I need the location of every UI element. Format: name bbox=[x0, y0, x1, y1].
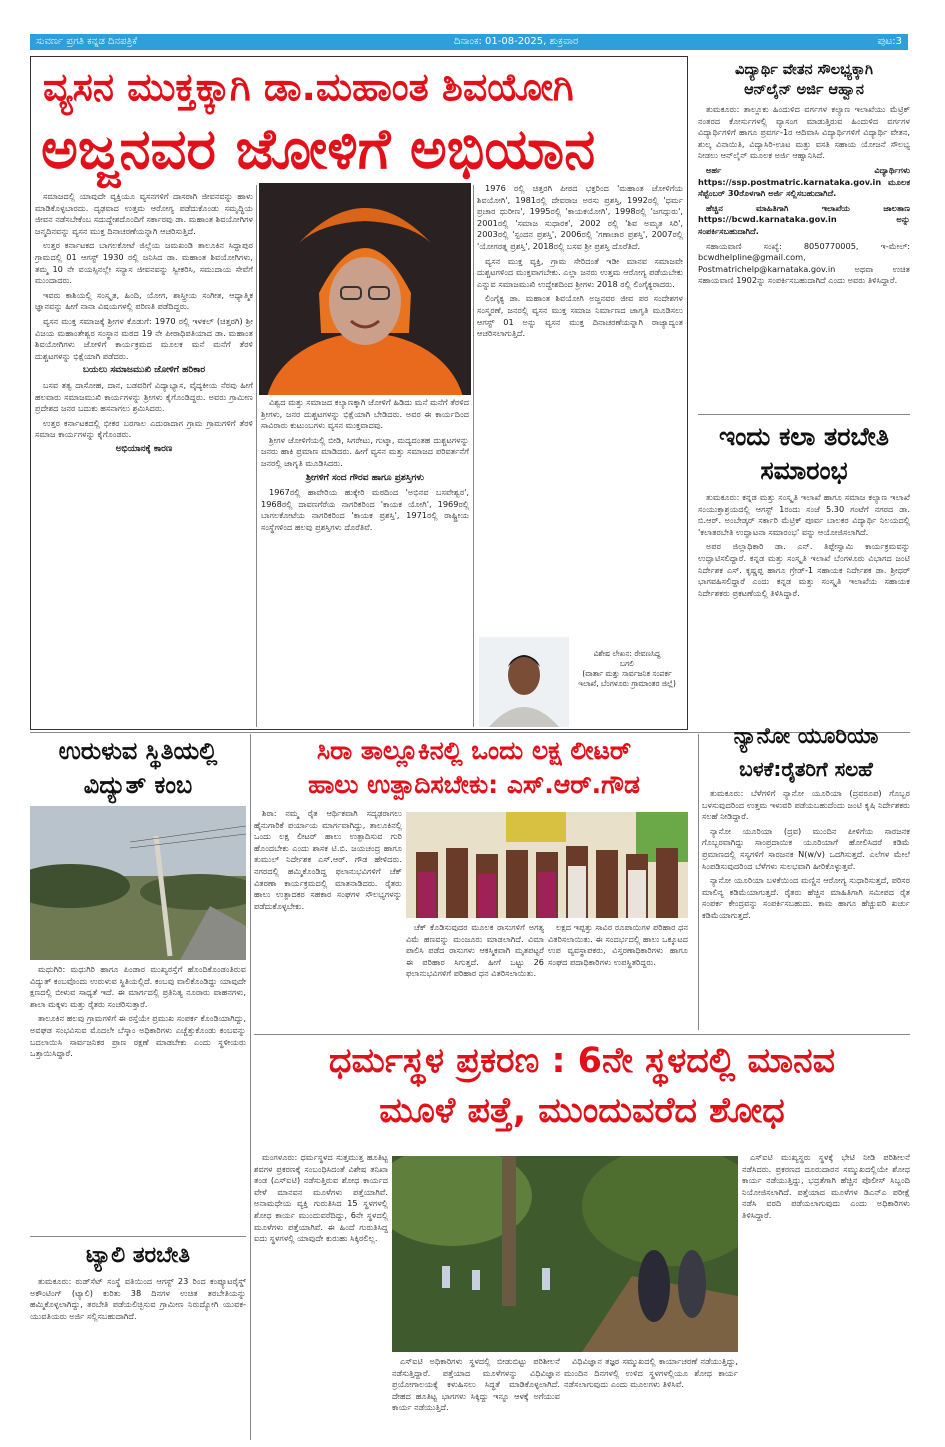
sira-paragraph: ಶಿರಾ: ನಮ್ಮ ರೈತ ಆರ್ಥಿಕವಾಗಿ ಸದೃಢರಾಗಲು ಹೈನುಗಾರಿಕೆ ಪರ್ಯಾಯ ಮಾರ್ಗವಾಗಿದ್ದು, ತಾಲೂಕಿನಲ್ಲಿ ಒಂದು ಲಕ್ಷ ಲೀಟರ್ ಹಾಲು ಉತ್ಪಾದಿಸುವ ಗುರಿ ಹೊಂದಬೇಕು ಎಂದು ಶಾಸಕ ಟಿ.ಬಿ. ಜಯಚಂದ್ರ ಹಾಗೂ ತುಮುಲ್ ನಿರ್ದೇಶಕ ಎಸ್.ಆರ್. ಗೌಡ ಹೇಳಿದರು. ನಗರದಲ್ಲಿ ಹಮ್ಮಿಕೊಂಡಿದ್ದ ಫಲಾನುಭವಿಗಳಿಗೆ ಚೆಕ್ ವಿತರಣಾ ಕಾರ್ಯಕ್ರಮದಲ್ಲಿ ಮಾತನಾಡಿದರು. ರೈತರು ಹಾಲು ಉತ್ಪಾದಕರ ಸಹಕಾರ ಸಂಘಗಳ ಸೌಲಭ್ಯಗಳನ್ನು ಪಡೆದುಕೊಳ್ಳಬೇಕು. bbox=[254, 808, 402, 911]
scholarship-paragraph: ಸಹಾಯವಾಣಿ ಸಂಖ್ಯೆ: 8050770005, ಇ-ಮೇಲ್: bcwdhelpline@gmail.com, Postmatrichelp@karnataka.gov.in ಅಥವಾ ಉಚಿತ ಸಹಾಯವಾಣಿ 1902ನ್ನು ಸಂಪರ್ಕಿಸಬಹುದಾಗಿದೆ ಎಂದು ಅವರು ತಿಳಿಸಿದ್ದಾರೆ. bbox=[698, 240, 910, 286]
lead-column-1 bbox=[35, 191, 253, 727]
pole-headline-1: ಉರುಳುವ ಸ್ಥಿತಿಯಲ್ಲಿ bbox=[58, 737, 218, 765]
nano-paragraph: ನ್ಯಾನೋ ಯೂರಿಯಾ ಬಳಕೆಯಿಂದ ಮಣ್ಣಿನ ಆರೋಗ್ಯ ಸುಧಾರಿಸುತ್ತದೆ, ಪರಿಸರ ಮಾಲಿನ್ಯ ಕಡಿಮೆಯಾಗುತ್ತದೆ. ರೈತರು ಹೆಚ್ಚಿನ ಮಾಹಿತಿಗಾಗಿ ಸಮೀಪದ ರೈತ ಸಂಪರ್ಕ ಕೇಂದ್ರವನ್ನು ಸಂಪರ್ಕಿಸಬಹುದು. ಕಾಮ ಹಾಗೂ ಹೆಚ್ಚುವರಿ ಖರ್ಚು ಕಡಿಮೆಯಾಗುತ್ತದೆ. bbox=[702, 875, 910, 920]
electric-pole-photo bbox=[30, 806, 246, 960]
art-training-headline-2: ಸಮಾರಂಭ bbox=[760, 456, 848, 485]
scholarship-paragraph: ತುಮಕೂರು: ತಾಲ್ಲೂಕು ಹಿಂದುಳಿದ ವರ್ಗಗಳ ಕಲ್ಯಾಣ ಇಲಾಖೆಯು ಮೆಟ್ರಿಕ್ ನಂತರದ ಕೋರ್ಸುಗಳಲ್ಲಿ ವ್ಯಾಸಂಗ ಮಾಡುತ್ತಿರುವ ಹಿಂದುಳಿದ ವರ್ಗಗಳ ವಿದ್ಯಾರ್ಥಿಗಳಿಗೆ ಹಾಗೂ ಪ್ರವರ್ಗ-1ರ ಆದಿವಾಸಿ ವಿದ್ಯಾರ್ಥಿಗಳಿಗೆ ವಿದ್ಯಾರ್ಥಿ ವೇತನ, ಶುಲ್ಕ ವಿನಾಯಿತಿ, ವಿದ್ಯಾಸಿರಿ-ಊಟ ಮತ್ತು ವಸತಿ ಸಹಾಯ ಯೋಜನೆ ಸೌಲಭ್ಯ ನೀಡಲು ಆನ್‌ಲೈನ್ ಮೂಲಕ ಅರ್ಜಿ ಆಹ್ವಾನಿಸಿದೆ. bbox=[698, 104, 910, 161]
masthead bbox=[30, 34, 908, 50]
lead-paragraph: ಇವರು ಕಾಶಿಯಲ್ಲಿ ಸಂಸ್ಕೃತ, ಹಿಂದಿ, ಯೋಗ, ಶಾಸ್ತ್ರೀಯ ಸಂಗೀತ, ಆಧ್ಯಾತ್ಮಿಕ ಜ್ಞಾನವನ್ನು ಹೀಗೆ ನಾನಾ ವಿಷಯಗಳಲ್ಲಿ ಪರಿಣತಿ ಪಡೆದಿದ್ದರು. bbox=[35, 289, 253, 312]
dharmasthala-headline-2: ಮೂಳೆ ಪತ್ತೆ, ಮುಂದುವರೆದ ಶೋಧ bbox=[379, 1091, 785, 1131]
lead-paragraph: 1967ರಲ್ಲಿ ಹಾವೇರಿಯ ಹುಕ್ಕೇರಿ ಮಠದಿಂದ 'ಅಭಿನವ ಬಸವೇಶ್ವರ', 1968ರಲ್ಲಿ ದಾವಣಗೆರೆಯ ನಾಗರಿಕರಿಂದ 'ಕಾಯಕ ಯೋಗಿ', 1969ರಲ್ಲಿ ಬಾಗಲಕೋಟೆಯ ನಾಗರಿಕರಿಂದ 'ಕಾಯಕ ಪ್ರಶಸ್ತಿ', 1971ರಲ್ಲಿ ರಾಷ್ಟ್ರೀಯ ಸಂಸ್ಥೆಗಳಿಂದ ಹಲವು ಪ್ರಶಸ್ತಿಗಳು ದೊರೆತಿವೆ. bbox=[261, 487, 469, 532]
lead-article bbox=[30, 56, 688, 730]
scholarship-paragraph: ಹೆಚ್ಚಿನ ಮಾಹಿತಿಗಾಗಿ ಇಲಾಖೆಯ ಜಾಲತಾಣ https://bcwd.karnataka.gov.in ಅನ್ನು ಸಂಪರ್ಕಿಸಬಹುದಾಗಿದೆ. bbox=[698, 202, 910, 236]
paper-name: ಸುವರ್ಣ ಪ್ರಗತಿ ಕನ್ನಡ ದಿನಪತ್ರಿಕೆ bbox=[36, 36, 138, 47]
dharmasthala-paragraph: ಮಂಗಳೂರು: ಧರ್ಮಸ್ಥಳದ ಸುತ್ತಮುತ್ತ ಹೂತಿಟ್ಟ ಶವಗಳ ಪ್ರಕರಣಕ್ಕೆ ಸಂಬಂಧಿಸಿದಂತೆ ವಿಶೇಷ ತನಿಖಾ ತಂಡ (ಎಸ್‌ಐಟಿ) ನಡೆಸುತ್ತಿರುವ ಶೋಧ ಕಾರ್ಯದ ವೇಳೆ ಮಾನವನ ಮೂಳೆಗಳು ಪತ್ತೆಯಾಗಿವೆ. ಅನಾಮಧೇಯ ವ್ಯಕ್ತಿ ಗುರುತಿಸಿದ 15 ಸ್ಥಳಗಳಲ್ಲಿ ಶೋಧ ಕಾರ್ಯ ಮುಂದುವರೆದಿದ್ದು, 6ನೇ ಸ್ಥಳದಲ್ಲಿ ಮೂಳೆಗಳು ಪತ್ತೆಯಾಗಿವೆ. ಈ ಹಿಂದೆ ಗುರುತಿಸಿದ್ದ ಐದು ಸ್ಥಳಗಳಲ್ಲಿ ಯಾವುದೇ ಕುರುಹು ಸಿಕ್ಕಿರಲಿಲ್ಲ. bbox=[254, 1152, 388, 1244]
lead-headline-1: ವ್ಯಸನ ಮುಕ್ತಕ್ಕಾಗಿ ಡಾ.ಮಹಾಂತ ಶಿವಯೋಗಿ bbox=[43, 65, 574, 109]
lead-paragraph: 1976 ರಲ್ಲಿ ಚಿತ್ತರಗಿ ಪೀಠದ ಭಕ್ತರಿಂದ 'ಮಹಾಂತ ಜೋಳಿಗೆಯ ಶಿವಯೋಗಿ', 1981ರಲ್ಲಿ ದೇವರಾಜ ಅರಸು ಪ್ರಶಸ್ತಿ, 1992ರಲ್ಲಿ 'ಧರ್ಮ ಪ್ರಚಾರ ಧುರೀಣ', 1995ರಲ್ಲಿ 'ಕಾಯಕಯೋಗಿ', 1998ರಲ್ಲಿ 'ಜಗದ್ಗುರು', 2001ರಲ್ಲಿ 'ಸಮಾಜ ಸುಧಾರಕ', 2002 ರಲ್ಲಿ 'ಶಿವ ಅಮೃತ ಸಿರಿ', 2003ರಲ್ಲಿ 'ಸ್ಪಂದನ ಪ್ರಶಸ್ತಿ', 2006ರಲ್ಲಿ 'ಗಣಾಚಾರ ಪ್ರಶಸ್ತಿ', 2007ರಲ್ಲಿ 'ಯೋಗರತ್ನ ಪ್ರಶಸ್ತಿ', 2018ರಲ್ಲಿ ಬಸವ ಶ್ರೀ ಪ್ರಶಸ್ತಿ ದೊರೆತಿದೆ. bbox=[477, 183, 683, 251]
lead-column-3 bbox=[477, 183, 683, 641]
nano-paragraph: ನ್ಯಾನೋ ಯೂರಿಯಾ (ದ್ರವ) ಮುಂದಿನ ಪೀಳಿಗೆಯ ಸಾರಜನಕ ಗೊಬ್ಬರವಾಗಿದ್ದು ಸಾಂಪ್ರದಾಯಿಕ ಯೂರಿಯಾಗೆ ಹೋಲಿಸಿದರೆ ಕಡಿಮೆ ಪ್ರಮಾಣದಲ್ಲಿ ಸಸ್ಯಗಳಿಗೆ ಸಾರಜನಕ N(w/v) ಒದಗಿಸುತ್ತದೆ. ಎಲೆಗಳ ಮೇಲೆ ಸಿಂಪಡಿಸುವುದರಿಂದ ಬೆಳೆಗಳು ಸುಲಭವಾಗಿ ಹೀರಿಕೊಳ್ಳುತ್ತವೆ. bbox=[702, 825, 910, 871]
sira-column-2 bbox=[406, 922, 544, 1032]
dharmasthala-paragraph: ಎಸ್‌ಐಟಿ ಮುಖ್ಯಸ್ಥರು ಸ್ಥಳಕ್ಕೆ ಭೇಟಿ ನೀಡಿ ಪರಿಶೀಲನೆ ನಡೆಸಿದರು. ಪ್ರಕರಣದ ದೂರುದಾರನ ಸಮ್ಮುಖದಲ್ಲಿಯೇ ಶೋಧ ಕಾರ್ಯ ನಡೆಯುತ್ತಿದ್ದು, ಭದ್ರತೆಗಾಗಿ ಹೆಚ್ಚಿನ ಪೊಲೀಸ್ ಸಿಬ್ಬಂದಿ ನಿಯೋಜಿಸಲಾಗಿದೆ. ಪತ್ತೆಯಾದ ಮೂಳೆಗಳ ಡಿಎನ್‌ಎ ಪರೀಕ್ಷೆ ನಡೆಸಿ ವರದಿ ಪಡೆಯಲಾಗುವುದು ಎಂದು ಅಧಿಕಾರಿಗಳು ತಿಳಿಸಿದ್ದಾರೆ. bbox=[742, 1152, 910, 1220]
lead-paragraph: ಉತ್ತರ ಕರ್ನಾಟಕದಲ್ಲಿ ಭೀಕರ ಬರಗಾಲ ಎದುರಾದಾಗ ಗ್ರಾಮ ಗ್ರಾಮಗಳಿಗೆ ತೆರಳಿ ಸಮಾಜ ಕಾರ್ಯಗಳನ್ನು ಕೈಗೊಂಡರು. bbox=[35, 417, 253, 440]
lead-subheading: ಬಯಲು ಸಮಾಜಮುಖಿ ಜೋಳಿಗೆ ಹರಿಕಾರ bbox=[82, 365, 206, 376]
swami-portrait-photo bbox=[259, 183, 471, 395]
sira-paragraph: ಲಕ್ಷದ ಇಪ್ಪತ್ತು ಸಾವಿರ ರೂಪಾಯಿಗಳ ಪರಿಹಾರ ಧನ ವಿತರಿಸಲಾಯಿತು. ಈ ಸಂದರ್ಭದಲ್ಲಿ ಹಾಲು ಒಕ್ಕೂಟದ ಉಪ ವ್ಯವಸ್ಥಾಪಕರು, ವಿಸ್ತರಣಾಧಿಕಾರಿಗಳು ಹಾಗೂ ಸಂಘದ ಪದಾಧಿಕಾರಿಗಳು ಉಪಸ್ಥಿತರಿದ್ದರು. bbox=[548, 922, 688, 967]
nano-headline-1: ನ್ಯಾನೋ ಯೂರಿಯಾ bbox=[733, 724, 879, 749]
sira-paragraph: ಚೆಕ್ ಕೊಡಿಸುವುದರ ಮೂಲಕ ರಾಸುಗಳಿಗೆ ಅಗತ್ಯ ವಿಮೆ ಹಣವನ್ನು ಮಂಜೂರು ಮಾಡಲಾಗಿದೆ. ವಿಮಾ ಪಾಲಿಸಿ ಪಡೆದ ರಾಸುಗಳು ಆಕಸ್ಮಿಕವಾಗಿ ಮೃತಪಟ್ಟರೆ ಈ ಪರಿಹಾರ ಸಿಗುತ್ತದೆ. ಹೀಗೆ ಒಟ್ಟು 26 ಫಲಾನುಭವಿಗಳಿಗೆ ಪರಿಹಾರ ಧನ ವಿತರಿಸಲಾಯಿತು. bbox=[406, 922, 544, 979]
author-photo bbox=[479, 637, 569, 727]
author-caption-line: (ವಾರ್ತಾ ಮತ್ತು ಸಾರ್ವಜನಿಕ ಸಂಪರ್ಕ ಇಲಾಖೆ, ಬೆಂಗಳೂರು ಗ್ರಾಮಾಂತರ ಜಿಲ್ಲೆ) bbox=[578, 669, 676, 688]
tally-article bbox=[30, 1240, 246, 1440]
pole-paragraph: ತಾಲೂಕಿನ ಹಲವು ಗ್ರಾಮಗಳಿಗೆ ಈ ರಸ್ತೆಯೇ ಪ್ರಮುಖ ಸಂಪರ್ಕ ಕೊಂಡಿಯಾಗಿದ್ದು, ಅವಘಡ ಸಂಭವಿಸುವ ಮೊದಲೇ ಬೆಸ್ಕಾಂ ಅಧಿಕಾರಿಗಳು ಎಚ್ಚೆತ್ತುಕೊಂಡು ಕಂಬವನ್ನು ಬದಲಾಯಿಸಿ ಸಾರ್ವಜನಿಕರ ಪ್ರಾಣ ರಕ್ಷಣೆ ಮಾಡಬೇಕು ಎಂದು ಸ್ಥಳೀಯರು ಒತ್ತಾಯಿಸಿದ್ದಾರೆ. bbox=[30, 1013, 246, 1059]
art-training-headline-1: ಇಂದು ಕಲಾ ತರಬೇತಿ bbox=[718, 422, 890, 451]
art-training-article bbox=[698, 420, 910, 720]
pole-headline-2: ವಿದ್ಯುತ್ ಕಂಬ bbox=[83, 771, 193, 799]
lead-paragraph: ಶ್ರೀಗಳ ಜೋಳಿಗೆಯಲ್ಲಿ ಬೀಡಿ, ಸಿಗರೇಟು, ಗುಟ್ಕಾ, ಮದ್ಯದಂತಹ ದುಶ್ಚಟಗಳನ್ನು ಜನರು ಹಾಕಿ ಪ್ರಮಾಣ ಮಾಡಿದರು. ಹೀಗೆ ವ್ಯಸನ ಮತ್ತು ಸಮಾಜದ ಪರಿವರ್ತನೆಗೆ ಜನರಲ್ಲಿ ಜಾಗೃತಿ ಮೂಡಿಸಿದರು. bbox=[261, 434, 469, 468]
page-number: ಪುಟ:3 bbox=[877, 36, 902, 47]
author-caption-line: ಬಗಲಿ bbox=[620, 659, 634, 668]
nano-paragraph: ತುಮಕೂರು: ಬೆಳೆಗಳಿಗೆ ನ್ಯಾನೋ ಯೂರಿಯಾ (ದ್ರವರೂಪ) ಗೊಬ್ಬರ ಬಳಸುವುದರಿಂದ ಉತ್ತಮ ಇಳುವರಿ ಪಡೆಯಬಹುದೆಂದು ಜಂಟಿ ಕೃಷಿ ನಿರ್ದೇಶಕರು ಸಲಹೆ ನೀಡಿದ್ದಾರೆ. bbox=[702, 788, 910, 822]
excavation-site-photo bbox=[392, 1156, 738, 1352]
milk-cheque-distribution-photo bbox=[406, 812, 688, 918]
lead-paragraph: ವ್ಯಸನ ಮುಕ್ತ ಸಮಾಜಕ್ಕೆ ಶ್ರೀಗಳ ಕೊಡುಗೆ: 1970 ರಲ್ಲಿ ಇಳಕಲ್ (ಚಿತ್ತರಗಿ) ಶ್ರೀ ವಿಜಯ ಮಹಾಂತೇಶ್ವರ ಸಂಸ್ಥಾನ ಮಠದ 19 ನೇ ಪೀಠಾಧಿಪತಿಯಾದ ಡಾ. ಮಹಾಂತ ಶಿವಯೋಗಿಗಳು ಜೋಳಿಗೆ ಕಾರ್ಯಕ್ರಮದ ಮೂಲಕ ಮನೆ ಮನೆಗೆ ತೆರಳಿ ದುಶ್ಚಟಗಳನ್ನು ಭಿಕ್ಷೆಯಾಗಿ ಪಡೆದರು. bbox=[35, 315, 253, 361]
issue-date: ದಿನಾಂಕ: 01-08-2025, ಶುಕ್ರವಾರ bbox=[454, 36, 579, 47]
art-training-paragraph: ತುಮಕೂರು: ಕನ್ನಡ ಮತ್ತು ಸಂಸ್ಕೃತಿ ಇಲಾಖೆ ಹಾಗೂ ಸಮಾಜ ಕಲ್ಯಾಣ ಇಲಾಖೆ ಸಂಯುಕ್ತಾಶ್ರಯದಲ್ಲಿ ಆಗಸ್ಟ್ 1ರಂದು ಸಂಜೆ 5.30 ಗಂಟೆಗೆ ನಗರದ ಡಾ. ಬಿ.ಆರ್. ಅಂಬೇಡ್ಕರ್ ಸರ್ಕಾರಿ ಮೆಟ್ರಿಕ್ ಪೂರ್ವ ಬಾಲಕರ ವಿದ್ಯಾರ್ಥಿ ನಿಲಯದಲ್ಲಿ 'ಕಲಾತರಬೇತಿ ಉದ್ಘಾಟನಾ ಸಮಾರಂಭ' ವನ್ನು ಆಯೋಜಿಸಲಾಗಿದೆ. bbox=[698, 492, 910, 537]
sira-headline-2: ಹಾಲು ಉತ್ಪಾದಿಸಬೇಕು: ಎಸ್.ಆರ್.ಗೌಡ bbox=[308, 770, 640, 799]
author-caption bbox=[571, 649, 683, 689]
sira-milk-article bbox=[254, 734, 694, 1034]
lead-paragraph: ಉತ್ತರ ಕರ್ನಾಟಕದ ಬಾಗಲಕೋಟೆ ಜಿಲ್ಲೆಯ ಜಮಖಂಡಿ ತಾಲೂಕಿನ ಸಿದ್ದಾಪುರ ಗ್ರಾಮದಲ್ಲಿ 01 ಆಗಸ್ಟ್ 1930 ರಲ್ಲಿ ಜನಿಸಿದ ಡಾ. ಮಹಾಂತ ಶಿವಯೋಗಿಗಳು, ತಮ್ಮ 10 ನೇ ವಯಸ್ಸಿನಲ್ಲೇ ಸನ್ಯಾಸ ಜೀವನವನ್ನು ಸ್ವೀಕರಿಸಿ, ಸಮುದಾಯ ಸೇವೆಗೆ ಮುಂದಾದರು. bbox=[35, 240, 253, 286]
tally-paragraph: ತುಮಕೂರು: ರುಡ್‌ಸೆಟ್ ಸಂಸ್ಥೆ ವತಿಯಿಂದ ಆಗಸ್ಟ್ 23 ರಿಂದ ಕಂಪ್ಯೂಟರೈಸ್ಡ್ ಅಕೌಂಟಿಂಗ್ (ಟ್ಯಾಲಿ) ಕುರಿತು 38 ದಿನಗಳ ಉಚಿತ ತರಬೇತಿಯನ್ನು ಹಮ್ಮಿಕೊಳ್ಳಲಾಗಿದ್ದು, ತರಬೇತಿ ಪಡೆಯಲಿಚ್ಛಿಸುವ ಗ್ರಾಮೀಣ ನಿರುದ್ಯೋಗಿ ಯುವಕ-ಯುವತಿಯರು ಅರ್ಜಿ ಸಲ್ಲಿಸಬಹುದಾಗಿದೆ. bbox=[30, 1276, 246, 1321]
dharmasthala-column-4 bbox=[742, 1152, 910, 1440]
lead-paragraph: ಬಸವ ತತ್ವ ದಾಸೋಹ, ದಾನ, ಬಡವರಿಗೆ ವಿದ್ಯಾಭ್ಯಾಸ, ವೈದ್ಯಕೀಯ ನೆರವು ಹೀಗೆ ಹಲವಾರು ಸಮಾಜಮುಖಿ ಕಾರ್ಯಗಳನ್ನು ಶ್ರೀಗಳು ಕೈಗೊಂಡಿದ್ದರು. ಅವರು ಗ್ರಾಮೀಣ ಪ್ರದೇಶದ ಜನರ ಬದುಕು ಹಸನಾಗಲು ಶ್ರಮಿಸಿದರು. bbox=[35, 379, 253, 414]
scholarship-headline-1: ವಿದ್ಯಾರ್ಥಿ ವೇತನ ಸೌಲಭ್ಯಕ್ಕಾಗಿ bbox=[735, 62, 873, 78]
lead-column-2 bbox=[261, 397, 469, 727]
sira-column-3 bbox=[548, 922, 688, 1032]
sira-column-1 bbox=[254, 808, 402, 1032]
dharmasthala-headline-1: ಧರ್ಮಸ್ಥಳ ಪ್ರಕರಣ : 6ನೇ ಸ್ಥಳದಲ್ಲಿ ಮಾನವ bbox=[328, 1041, 836, 1081]
lead-paragraph: ಲಿಂಗೈಕ್ಯ ಡಾ. ಮಹಾಂತ ಶಿವಯೋಗಿ ಅಜ್ಜನವರ ಜೀವ ಪರ ಸಂದೇಶಗಳ ಸಂಸ್ಮರಣೆ, ಜನರಲ್ಲಿ ವ್ಯಸನ ಮುಕ್ತ ಸಮಾಜ ನಿರ್ಮಾಣದ ಜಾಗೃತಿ ಮೂಡಿಸಲು ಆಗಸ್ಟ್ 01 ಅನ್ನು ವ್ಯಸನ ಮುಕ್ತ ದಿನಾಚರಣೆಯನ್ನಾಗಿ ರಾಜ್ಯಾದ್ಯಂತ ಆಚರಿಸಲಾಗುತ್ತಿದೆ. bbox=[477, 293, 683, 339]
dharmasthala-column-3 bbox=[564, 1356, 738, 1440]
dharmasthala-paragraph: ವಿಧಿವಿಜ್ಞಾನ ತಜ್ಞರ ಸಮ್ಮುಖದಲ್ಲಿ ಕಾರ್ಯಾಚರಣೆ ನಡೆಯುತ್ತಿದ್ದು, ಮುಂದಿನ ದಿನಗಳಲ್ಲಿ ಉಳಿದ ಸ್ಥಳಗಳಲ್ಲಿಯೂ ಶೋಧ ಕಾರ್ಯ ನಡೆಸಲಾಗುವುದು ಎಂದು ಮೂಲಗಳು ತಿಳಿಸಿವೆ. bbox=[564, 1356, 738, 1390]
lead-paragraph: ಸಮಾಜದಲ್ಲಿ ಯಾವುದೇ ವ್ಯಕ್ತಿಯೂ ವ್ಯಸನಗಳಿಗೆ ದಾಸರಾಗಿ ಜೀವನವನ್ನು ಹಾಳು ಮಾಡಿಕೊಳ್ಳಬಾರದು. ದೃಢವಾದ ಉತ್ತಮ ಆರೋಗ್ಯ ಪಡೆದುಕೊಂಡು ಸಮೃದ್ಧಿಯ ಜೀವನ ನಡೆಸಬೇಕೆಂಬ ಸದುದ್ದೇಶದೊಂದಿಗೆ ಸರ್ಕಾರವು ಡಾ. ಮಹಾಂತ ಶಿವಯೋಗಿಗಳ ಜನ್ಮದಿನವನ್ನು ವ್ಯಸನ ಮುಕ್ತ ದಿನಾಚರಣೆಯನ್ನಾಗಿ ಆಚರಿಸುತ್ತಿದೆ. bbox=[35, 191, 253, 236]
sira-headline-1: ಸಿರಾ ತಾಲ್ಲೂಕಿನಲ್ಲಿ ಒಂದು ಲಕ್ಷ ಲೀಟರ್ bbox=[316, 736, 632, 765]
author-caption-line: ವಿಶೇಷ ಲೇಖನ: ರೇವಣಸಿದ್ದ bbox=[593, 649, 661, 658]
dharmasthala-column-2 bbox=[392, 1356, 560, 1440]
nano-urea-article bbox=[702, 720, 910, 1030]
dharmasthala-paragraph: ಎಸ್‌ಐಟಿ ಅಧಿಕಾರಿಗಳು ಸ್ಥಳದಲ್ಲಿ ಬೀಡುಬಿಟ್ಟು ಪರಿಶೀಲನೆ ನಡೆಸುತ್ತಿದ್ದಾರೆ. ಪತ್ತೆಯಾದ ಮೂಳೆಗಳನ್ನು ವಿಧಿವಿಜ್ಞಾನ ಪ್ರಯೋಗಾಲಯಕ್ಕೆ ಕಳುಹಿಸಲು ಸಿದ್ಧತೆ ಮಾಡಿಕೊಳ್ಳಲಾಗಿದೆ. ದೇಹದ ಹೂತಿಟ್ಟ ಭಾಗಗಳು ಸಿಕ್ಕಿದ್ದು ಇನ್ನೂ ಆಳಕ್ಕೆ ಅಗೆಯುವ ಕಾರ್ಯ ನಡೆಯುತ್ತಿದೆ. bbox=[392, 1356, 560, 1413]
scholarship-paragraph: ಅರ್ಹ ವಿದ್ಯಾರ್ಥಿಗಳು https://ssp.postmatric.karnataka.gov.in ಮೂಲಕ ಸೆಪ್ಟೆಂಬರ್ 30ರೊಳಗಾಗಿ ಅರ್ಜಿ ಸಲ್ಲಿಸಬಹುದಾಗಿದೆ. bbox=[698, 164, 910, 199]
art-training-paragraph: ಅಪರ ಜಿಲ್ಲಾಧಿಕಾರಿ ಡಾ. ಎನ್. ತಿಪ್ಪೇಸ್ವಾಮಿ ಕಾರ್ಯಕ್ರಮವನ್ನು ಉದ್ಘಾಟಿಸಲಿದ್ದಾರೆ. ಕನ್ನಡ ಮತ್ತು ಸಂಸ್ಕೃತಿ ಇಲಾಖೆ ಬೆಂಗಳೂರು ವಿಭಾಗದ ಜಂಟಿ ನಿರ್ದೇಶಕ ಎಸ್. ಕೃಷ್ಣಪ್ಪ ಹಾಗೂ ಗ್ರೇಡ್-1 ಸಹಾಯಕ ನಿರ್ದೇಶಕ ಡಾ. ಶ್ರೀಧರ್ ಭಾಗವಹಿಸಲಿದ್ದಾರೆ ಎಂದು ಕನ್ನಡ ಮತ್ತು ಸಂಸ್ಕೃತಿ ಇಲಾಖೆಯ ಸಹಾಯಕ ನಿರ್ದೇಶಕರು ಪ್ರಕಟಣೆಯಲ್ಲಿ ತಿಳಿಸಿದ್ದಾರೆ. bbox=[698, 541, 910, 598]
lead-subheading: ಅಭಿಯಾನಕ್ಕೆ ಕಾರಣ bbox=[115, 443, 173, 454]
nano-headline-2: ಬಳಕೆ:ರೈತರಿಗೆ ಸಲಹೆ bbox=[739, 757, 873, 781]
tally-headline: ಟ್ಯಾಲಿ ತರಬೇತಿ bbox=[85, 1243, 191, 1268]
dharmasthala-column-1 bbox=[254, 1152, 388, 1440]
pole-paragraph: ಮಧುಗಿರಿ: ಮಧುಗಿರಿ ಹಾಗೂ ಪಿಂಡಾರ ಮುಖ್ಯರಸ್ತೆಗೆ ಹೊಂದಿಕೊಂಡಂತಿರುವ ವಿದ್ಯುತ್ ಕಂಬವೊಂದು ಉರುಳುವ ಸ್ಥಿತಿಯಲ್ಲಿದೆ. ಕಂಬವು ವಾಲಿಕೊಂಡಿದ್ದು ಯಾವುದೇ ಕ್ಷಣದಲ್ಲಿ ಬೀಳುವ ಸಾಧ್ಯತೆ ಇದೆ. ಈ ಮಾರ್ಗದಲ್ಲಿ ಪ್ರತಿನಿತ್ಯ ನೂರಾರು ವಾಹನಗಳು, ಶಾಲಾ ಮಕ್ಕಳು ಮತ್ತು ರೈತರು ಸಂಚರಿಸುತ್ತಾರೆ. bbox=[30, 964, 246, 1009]
electric-pole-article bbox=[30, 734, 246, 1234]
lead-subheading: ಶ್ರೀಗಳಿಗೆ ಸಂದ ಗೌರವ ಹಾಗೂ ಪ್ರಶಸ್ತಿಗಳು bbox=[305, 472, 425, 483]
scholarship-headline-2: ಆನ್‌ಲೈನ್ ಅರ್ಜಿ ಆಹ್ವಾನ bbox=[744, 82, 864, 98]
lead-headline-2: ಅಜ್ಜನವರ ಜೋಳಿಗೆ ಅಭಿಯಾನ bbox=[41, 117, 596, 182]
scholarship-article bbox=[698, 60, 910, 420]
lead-paragraph: ವಿಶ್ವದ ಮತ್ತು ಸಮಾಜದ ಕಲ್ಯಾಣಕ್ಕಾಗಿ ಜೋಳಿಗೆ ಹಿಡಿದು ಮನೆ ಮನೆಗೆ ತೆರಳಿದ ಶ್ರೀಗಳು, ಜನರ ದುಶ್ಚಟಗಳನ್ನು ಭಿಕ್ಷೆಯಾಗಿ ಬೇಡಿದರು. ಅವರ ಈ ಕಾರ್ಯದಿಂದ ಸಾವಿರಾರು ಕುಟುಂಬಗಳು ವ್ಯಸನ ಮುಕ್ತವಾದವು. bbox=[261, 397, 469, 431]
dharmasthala-article bbox=[254, 1036, 910, 1440]
lead-paragraph: ವ್ಯಸನ ಮುಕ್ತ ವ್ಯಕ್ತಿ, ಗ್ರಾಮ ಸೇರಿದಂತೆ ಇಡೀ ಮಾನವ ಸಮಾಜವೇ ದುಶ್ಚಟಗಳಿಂದ ಮುಕ್ತವಾಗಬೇಕು. ಎಲ್ಲಾ ಜನರು ಉತ್ತಮ ಆರೋಗ್ಯ ಪಡೆಯಬೇಕು ಎನ್ನುವ ಸಮಾಜಮುಖಿ ಉದ್ದೇಶದಿಂದ ಶ್ರೀಗಳು 2018 ರಲ್ಲಿ ಲಿಂಗೈಕ್ಯರಾದರು. bbox=[477, 255, 683, 289]
